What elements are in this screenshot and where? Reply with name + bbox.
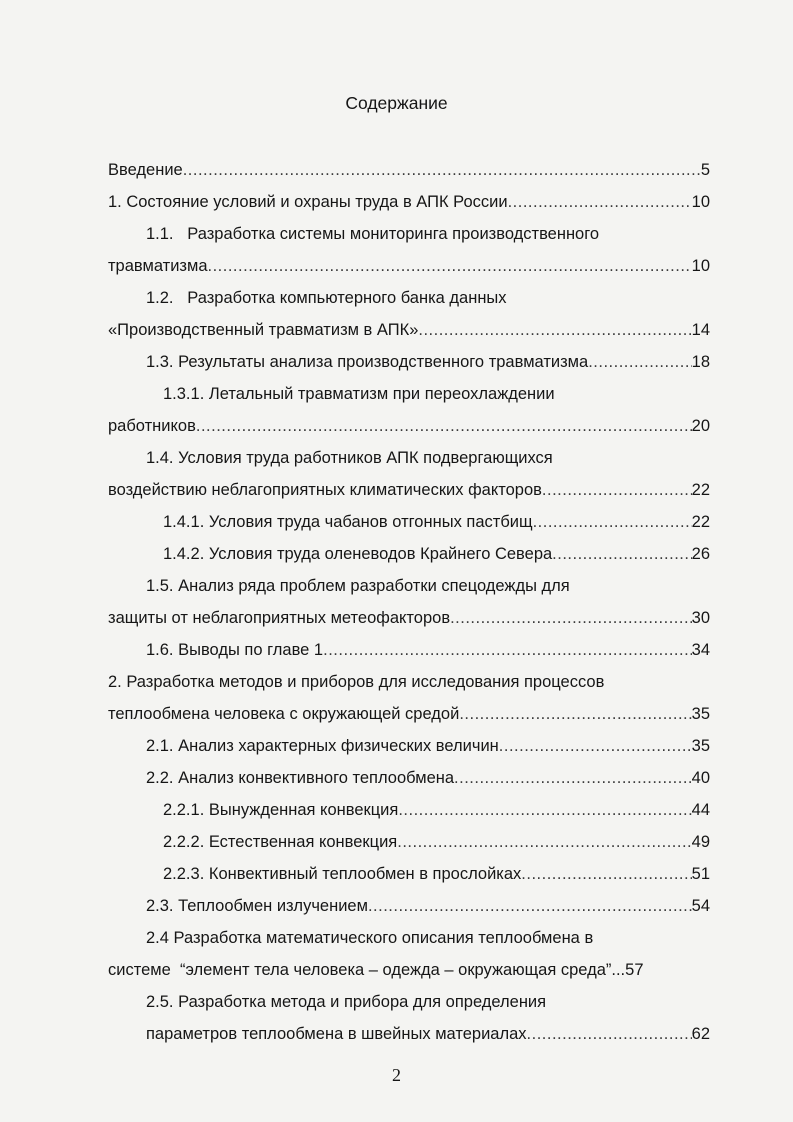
toc-entry [146,894,710,918]
toc-entry-page: 10 [691,257,710,275]
toc-entry [108,478,710,502]
toc-entry-page: 18 [691,353,710,371]
toc-leader [552,542,691,566]
toc-entry-label: 1.4.1. Условия труда чабанов отгонных пастбищ [163,513,533,531]
toc-entry-label: 1.2. Разработка компьютерного банка данных [146,289,507,307]
toc-entry [146,734,710,758]
toc-entry-label: теплообмена человека с окружающей средой [108,705,460,723]
toc-entry [108,702,710,726]
toc-entry-page: 35 [691,705,710,723]
toc-entry [146,990,710,1014]
toc-entry-page: 54 [691,897,710,915]
toc-leader [542,478,692,502]
toc-entry-page: 10 [691,193,710,211]
toc-leader [208,254,692,278]
toc-entry [163,382,710,406]
toc-entry-page: 30 [691,609,710,627]
toc-entry-label: 1.1. Разработка системы мониторинга производственного [146,225,600,243]
toc-entry-label: 2.2. Анализ конвективного теплообмена [146,769,455,787]
toc-entry [163,830,710,854]
toc-entry [108,606,710,630]
toc-entry [146,1022,710,1046]
toc-entry [146,350,710,374]
toc-entry-label: 2.1. Анализ характерных физических величин [146,737,499,755]
toc-entry [108,190,710,214]
toc-leader [459,702,691,726]
toc-entry [163,510,710,534]
toc-entry [146,286,710,310]
toc-entry-label: 2.3. Теплообмен излучением [146,897,368,915]
toc-entry [146,446,710,470]
toc-leader [508,190,692,214]
toc-leader [499,734,692,758]
toc-leader [521,862,691,886]
toc-entry-page: 22 [691,481,710,499]
toc-entry-label: травматизма [108,257,208,275]
toc-leader [397,830,691,854]
toc-entry-label: 1.3. Результаты анализа производственного травматизма [146,353,589,371]
toc-entry-label: 2.4 Разработка математического описания теплообмена в [146,929,594,947]
toc-entry-page: 34 [691,641,710,659]
toc-entry-label: параметров теплообмена в швейных материалах [146,1025,527,1043]
toc-entry [163,542,710,566]
toc-entry [108,158,710,182]
toc-entry-label: 2.2.2. Естественная конвекция [163,833,398,851]
toc-leader [398,798,691,822]
toc-leader [454,766,692,790]
toc-entry [146,926,710,950]
toc-entry [146,574,710,598]
toc-entry-page: 26 [691,545,710,563]
toc-entry [163,798,710,822]
toc-leader [196,414,692,438]
toc-entry-page: 44 [691,801,710,819]
toc-entry-label: 2.2.3. Конвективный теплообмен в прослойках [163,865,522,883]
toc-entry [108,414,710,438]
toc-leader [418,318,691,342]
toc-entry-label: работников [108,417,196,435]
toc-entry [146,638,710,662]
toc-entry-label: 1.3.1. Летальный травматизм при переохлаждении [163,385,555,403]
toc-leader [450,606,692,630]
toc-leader [533,510,692,534]
toc-entry-page: 51 [691,865,710,883]
toc-entry-page: 49 [691,833,710,851]
toc-entry [108,670,710,694]
toc-entry-page: 35 [691,737,710,755]
toc-entry-page: 40 [691,769,710,787]
toc-entry-page: 14 [691,321,710,339]
toc-leader [368,894,692,918]
toc-entry-label: защиты от неблагоприятных метеофакторов [108,609,451,627]
page-title: Содержание [345,93,448,113]
toc-entry-label: 1.4.2. Условия труда оленеводов Крайнего Севера [163,545,553,563]
toc-entry [163,862,710,886]
toc-entry-label: 2.5. Разработка метода и прибора для определения [146,993,547,1011]
toc-entry-label: 1.4. Условия труда работников АПК подвергающихся [146,449,553,467]
toc-entry-page: 57 [625,961,644,979]
page-number: 2 [392,1065,401,1085]
toc-leader [183,158,701,182]
toc-entry-label: системе “элемент тела человека – одежда – окружающая среда”... [108,961,626,979]
toc-entry-page: 20 [691,417,710,435]
toc-entry-label: воздействию неблагоприятных климатических факторов [108,481,542,499]
toc-entry [108,318,710,342]
toc-entry-label: 1. Состояние условий и охраны труда в АПК России [108,193,508,211]
toc-entry-label: «Производственный травматизм в АПК» [108,321,419,339]
toc-entry [108,254,710,278]
toc-leader [527,1022,692,1046]
toc-entry [146,766,710,790]
toc-entry-label: 1.6. Выводы по главе 1 [146,641,324,659]
toc-entry [108,958,710,982]
toc-entry-label: 1.5. Анализ ряда проблем разработки спецодежды для [146,577,570,595]
toc-entry [146,222,710,246]
toc-entry-page: 62 [691,1025,710,1043]
toc-leader [588,350,691,374]
toc-leader [323,638,692,662]
toc-entry-label: 2. Разработка методов и приборов для исследования процессов [108,673,605,691]
toc-entry-page: 5 [700,161,710,179]
toc-entry-page: 22 [691,513,710,531]
toc-entry-label: Введение [108,161,183,179]
toc-entry-label: 2.2.1. Вынужденная конвекция [163,801,399,819]
